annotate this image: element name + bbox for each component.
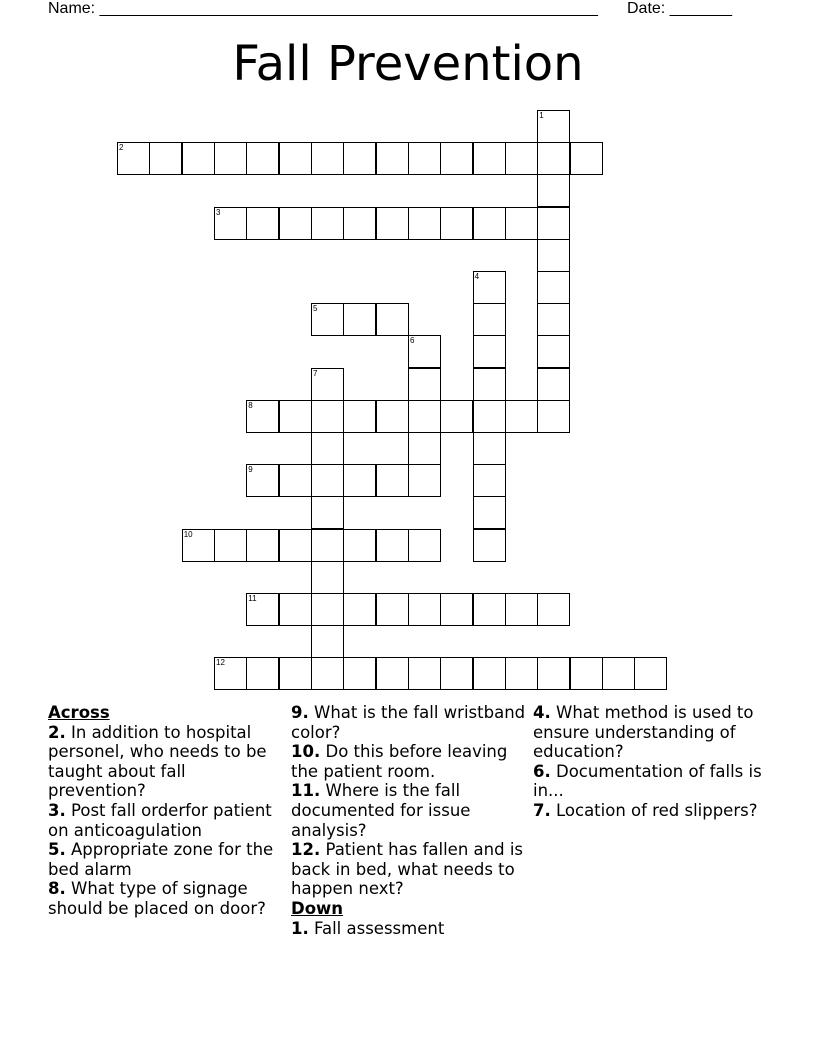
clues-column-1	[48, 703, 284, 919]
clue-number: 1	[539, 111, 544, 120]
crossword-cell[interactable]	[279, 464, 312, 497]
clue-number: 12	[216, 658, 225, 668]
clue-down-4: 4. What method is used to ensure understanding of education?	[533, 703, 754, 762]
crossword-cell[interactable]	[537, 271, 570, 304]
crossword-cell[interactable]	[311, 464, 344, 497]
date-field-label: Date: _______	[627, 0, 732, 17]
crossword-cell[interactable]	[246, 142, 279, 175]
crossword-cell[interactable]	[149, 142, 182, 175]
crossword-cell[interactable]	[343, 207, 376, 240]
crossword-cell[interactable]	[505, 400, 538, 433]
clue-across-8: 8. What type of signage should be placed on door?	[48, 879, 266, 918]
crossword-cell[interactable]	[537, 207, 570, 240]
crossword-cell[interactable]	[473, 303, 506, 336]
crossword-cell[interactable]	[376, 529, 409, 562]
crossword-cell[interactable]	[408, 657, 441, 690]
crossword-cell[interactable]	[505, 207, 538, 240]
crossword-cell[interactable]	[343, 529, 376, 562]
crossword-cell[interactable]	[214, 529, 247, 562]
crossword-cell[interactable]	[279, 657, 312, 690]
crossword-cell[interactable]	[376, 142, 409, 175]
clue-across-2: 2. In addition to hospital personel, who needs to be taught about fall prevention?	[48, 722, 267, 801]
crossword-cell[interactable]	[537, 400, 570, 433]
crossword-cell[interactable]	[343, 303, 376, 336]
crossword-cell[interactable]	[537, 110, 570, 143]
crossword-cell[interactable]	[182, 529, 215, 562]
crossword-cell[interactable]	[246, 207, 279, 240]
crossword-cell[interactable]	[570, 657, 603, 690]
crossword-cell[interactable]	[343, 657, 376, 690]
clue-down-1: 1. Fall assessment	[291, 918, 445, 938]
crossword-cell[interactable]	[214, 142, 247, 175]
clue-number: 4	[474, 272, 480, 281]
crossword-cell[interactable]	[537, 368, 570, 401]
crossword-cell[interactable]	[343, 593, 376, 626]
crossword-cell[interactable]	[408, 593, 441, 626]
crossword-cell[interactable]	[279, 400, 312, 433]
crossword-cell[interactable]	[473, 271, 506, 304]
crossword-cell[interactable]	[376, 400, 409, 433]
crossword-cell[interactable]	[311, 561, 344, 594]
name-field-label: Name: ________________________________________________________	[48, 0, 598, 17]
crossword-cell[interactable]	[473, 335, 506, 368]
crossword-cell[interactable]	[473, 496, 506, 529]
crossword-cell[interactable]	[376, 464, 409, 497]
crossword-cell[interactable]	[343, 142, 376, 175]
crossword-cell[interactable]	[246, 464, 279, 497]
crossword-cell[interactable]	[311, 207, 344, 240]
clues-column-2	[291, 703, 527, 938]
crossword-cell[interactable]	[473, 529, 506, 562]
clues-column-3	[533, 703, 769, 821]
crossword-cell[interactable]	[473, 207, 506, 240]
crossword-cell[interactable]	[279, 593, 312, 626]
crossword-cell[interactable]	[473, 142, 506, 175]
crossword-cell[interactable]	[537, 593, 570, 626]
crossword-cell[interactable]	[117, 142, 150, 175]
clue-across-5: 5. Appropriate zone for the bed alarm	[48, 840, 274, 879]
crossword-cell[interactable]	[279, 207, 312, 240]
crossword-cell[interactable]	[634, 657, 667, 690]
crossword-cell[interactable]	[408, 464, 441, 497]
crossword-cell[interactable]	[182, 142, 215, 175]
crossword-cell[interactable]	[537, 657, 570, 690]
crossword-cell[interactable]	[311, 593, 344, 626]
clue-number: 7	[313, 368, 318, 378]
clue-number: 8	[248, 400, 253, 410]
crossword-cell[interactable]	[473, 400, 506, 433]
crossword-cell[interactable]	[311, 142, 344, 175]
crossword-cell[interactable]	[408, 432, 441, 465]
crossword-cell[interactable]	[537, 303, 570, 336]
crossword-cell[interactable]	[246, 593, 279, 626]
crossword-cell[interactable]	[537, 174, 570, 207]
crossword-cell[interactable]	[602, 657, 635, 690]
clue-number: 5	[313, 304, 318, 314]
crossword-cell[interactable]	[408, 529, 441, 562]
clue-number: 6	[410, 336, 415, 346]
crossword-cell[interactable]	[505, 593, 538, 626]
crossword-cell[interactable]	[214, 657, 247, 690]
crossword-cell[interactable]	[311, 432, 344, 465]
crossword-cell[interactable]	[343, 464, 376, 497]
crossword-cell[interactable]	[440, 207, 473, 240]
clue-number: 3	[216, 207, 221, 217]
crossword-cell[interactable]	[311, 368, 344, 401]
crossword-cell[interactable]	[246, 657, 279, 690]
crossword-cell[interactable]	[246, 400, 279, 433]
crossword-cell[interactable]	[408, 368, 441, 401]
crossword-cell[interactable]	[246, 529, 279, 562]
crossword-cell[interactable]	[408, 142, 441, 175]
clue-number: 2	[119, 143, 124, 153]
clue-number: 9	[248, 465, 253, 475]
crossword-cell[interactable]	[311, 400, 344, 433]
crossword-cell[interactable]	[505, 142, 538, 175]
crossword-cell[interactable]	[376, 303, 409, 336]
crossword-cell[interactable]	[279, 142, 312, 175]
crossword-cell[interactable]	[311, 303, 344, 336]
clue-across-12: 12. Patient has fallen and is back in bed, what needs to happen next?	[291, 840, 524, 899]
down-heading: Down	[291, 898, 344, 918]
crossword-cell[interactable]	[311, 625, 344, 658]
crossword-cell[interactable]	[570, 142, 603, 175]
clue-number: 10	[183, 529, 193, 539]
crossword-cell[interactable]	[473, 464, 506, 497]
clue-across-3: 3. Post fall orderfor patient on anticoagulation	[48, 800, 272, 840]
clue-down-6: 6. Documentation of falls is in...	[533, 761, 762, 801]
crossword-cell[interactable]	[311, 529, 344, 562]
crossword-cell[interactable]	[473, 657, 506, 690]
crossword-cell[interactable]	[440, 593, 473, 626]
clue-across-11: 11. Where is the fall documented for issue analysis?	[291, 781, 471, 840]
crossword-cell[interactable]	[408, 207, 441, 240]
crossword-cell[interactable]	[440, 657, 473, 690]
crossword-cell[interactable]	[408, 400, 441, 433]
crossword-cell[interactable]	[440, 400, 473, 433]
clue-down-7: 7. Location of red slippers?	[533, 800, 758, 820]
across-heading: Across	[48, 703, 110, 722]
crossword-cell[interactable]	[473, 432, 506, 465]
crossword-cell[interactable]	[408, 335, 441, 368]
clue-number: 11	[248, 594, 257, 603]
crossword-cell[interactable]	[311, 657, 344, 690]
crossword-cell[interactable]	[376, 593, 409, 626]
crossword-cell[interactable]	[214, 207, 247, 240]
crossword-cell[interactable]	[537, 335, 570, 368]
crossword-cell[interactable]	[343, 400, 376, 433]
crossword-cell[interactable]	[311, 496, 344, 529]
crossword-cell[interactable]	[473, 593, 506, 626]
clue-across-10: 10. Do this before leaving the patient room.	[291, 742, 508, 781]
crossword-cell[interactable]	[537, 142, 570, 175]
crossword-cell[interactable]	[279, 529, 312, 562]
clue-across-9: 9. What is the fall wristband color?	[291, 703, 526, 742]
crossword-cell[interactable]	[376, 207, 409, 240]
page-title: Fall Prevention	[232, 36, 584, 92]
crossword-cell[interactable]	[440, 142, 473, 175]
crossword-cell[interactable]	[473, 368, 506, 401]
crossword-cell[interactable]	[537, 239, 570, 272]
crossword-cell[interactable]	[376, 657, 409, 690]
crossword-cell[interactable]	[505, 657, 538, 690]
